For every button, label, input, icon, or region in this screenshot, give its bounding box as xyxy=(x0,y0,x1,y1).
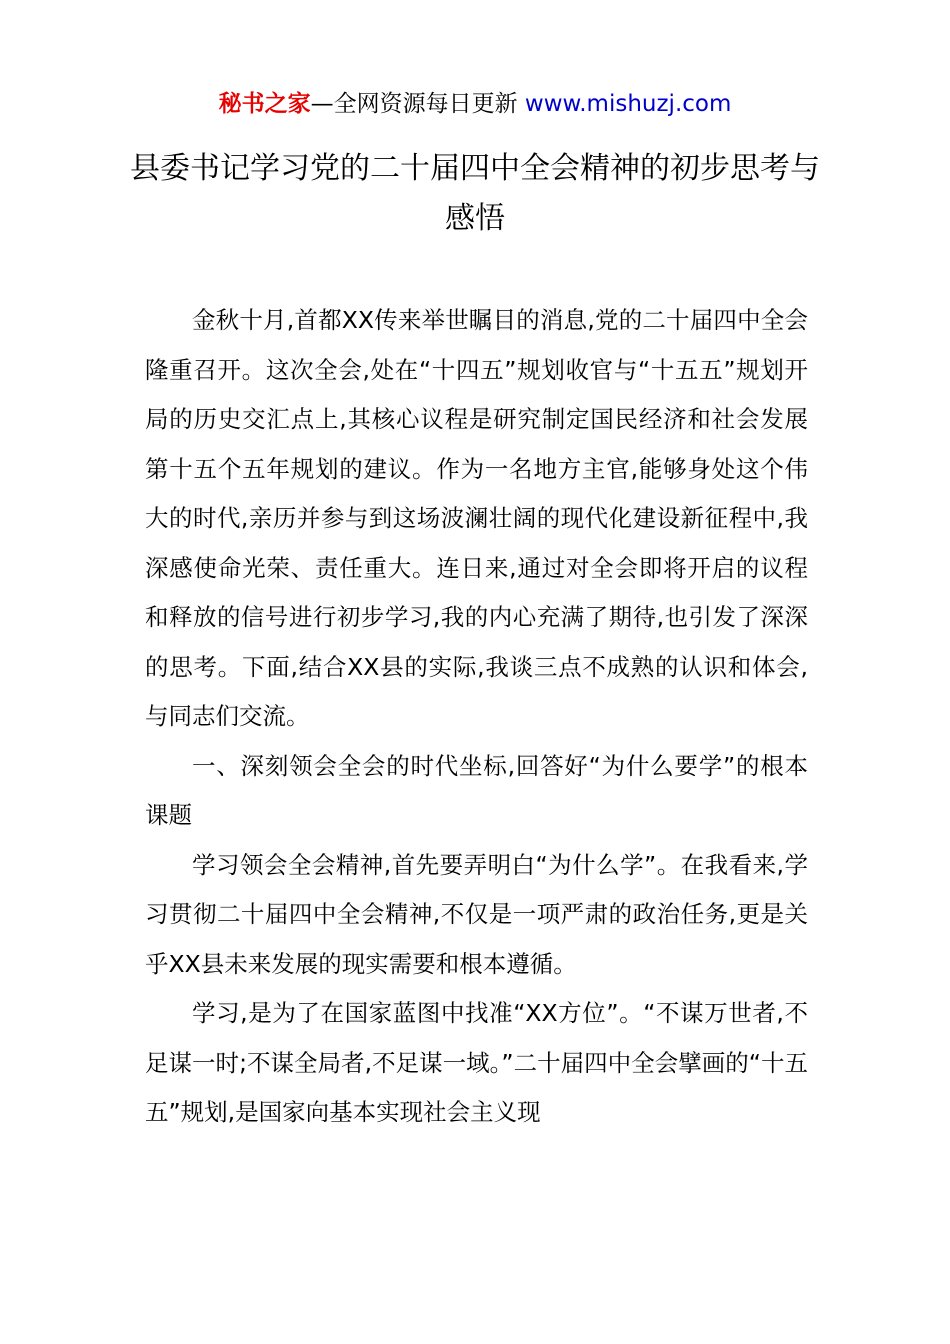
section-heading-1: 一、深刻领会全会的时代坐标,回答好“为什么要学”的根本课题 xyxy=(145,751,808,829)
document-title: 县委书记学习党的二十届四中全会精神的初步思考与感悟 xyxy=(130,151,820,236)
site-url-link[interactable]: www.mishuzj.com xyxy=(524,91,732,117)
site-tagline: —全网资源每日更新 xyxy=(310,91,525,117)
site-brand: 秘书之家 xyxy=(218,91,311,117)
document-body xyxy=(145,296,808,1138)
paragraph-positioning: 学习,是为了在国家蓝图中找准“XX方位”。“不谋万世者,不足谋一时;不谋全局者,不足谋一域。”二十届四中全会擘画的“十五五”规划,是国家向基本实现社会主义现 xyxy=(145,999,808,1126)
paragraph-why-study: 学习领会全会精神,首先要弄明白“为什么学”。在我看来,学习贯彻二十届四中全会精神,不仅是一项严肃的政治任务,更是关乎XX县未来发展的现实需要和根本遵循。 xyxy=(145,850,808,978)
paragraph-intro: 金秋十月,首都XX传来举世瞩目的消息,党的二十届四中全会隆重召开。这次全会,处在“十四五”规划收官与“十五五”规划开局的历史交汇点上,其核心议程是研究制定国民经济和社会发展第十五个五年规划的建议。作为一名地方主官,能够身处这个伟大的时代,亲历并参与到这场波澜壮阔的现代化建设新征程中,我深感使命光荣、责任重大。连日来,通过对全会即将开启的议程和释放的信号进行初步学习,我的内心充满了期待,也引发了深深的思考。下面,结合XX县的实际,我谈三点不成熟的认识和体会,与同志们交流。 xyxy=(145,306,808,730)
site-header xyxy=(0,88,950,120)
